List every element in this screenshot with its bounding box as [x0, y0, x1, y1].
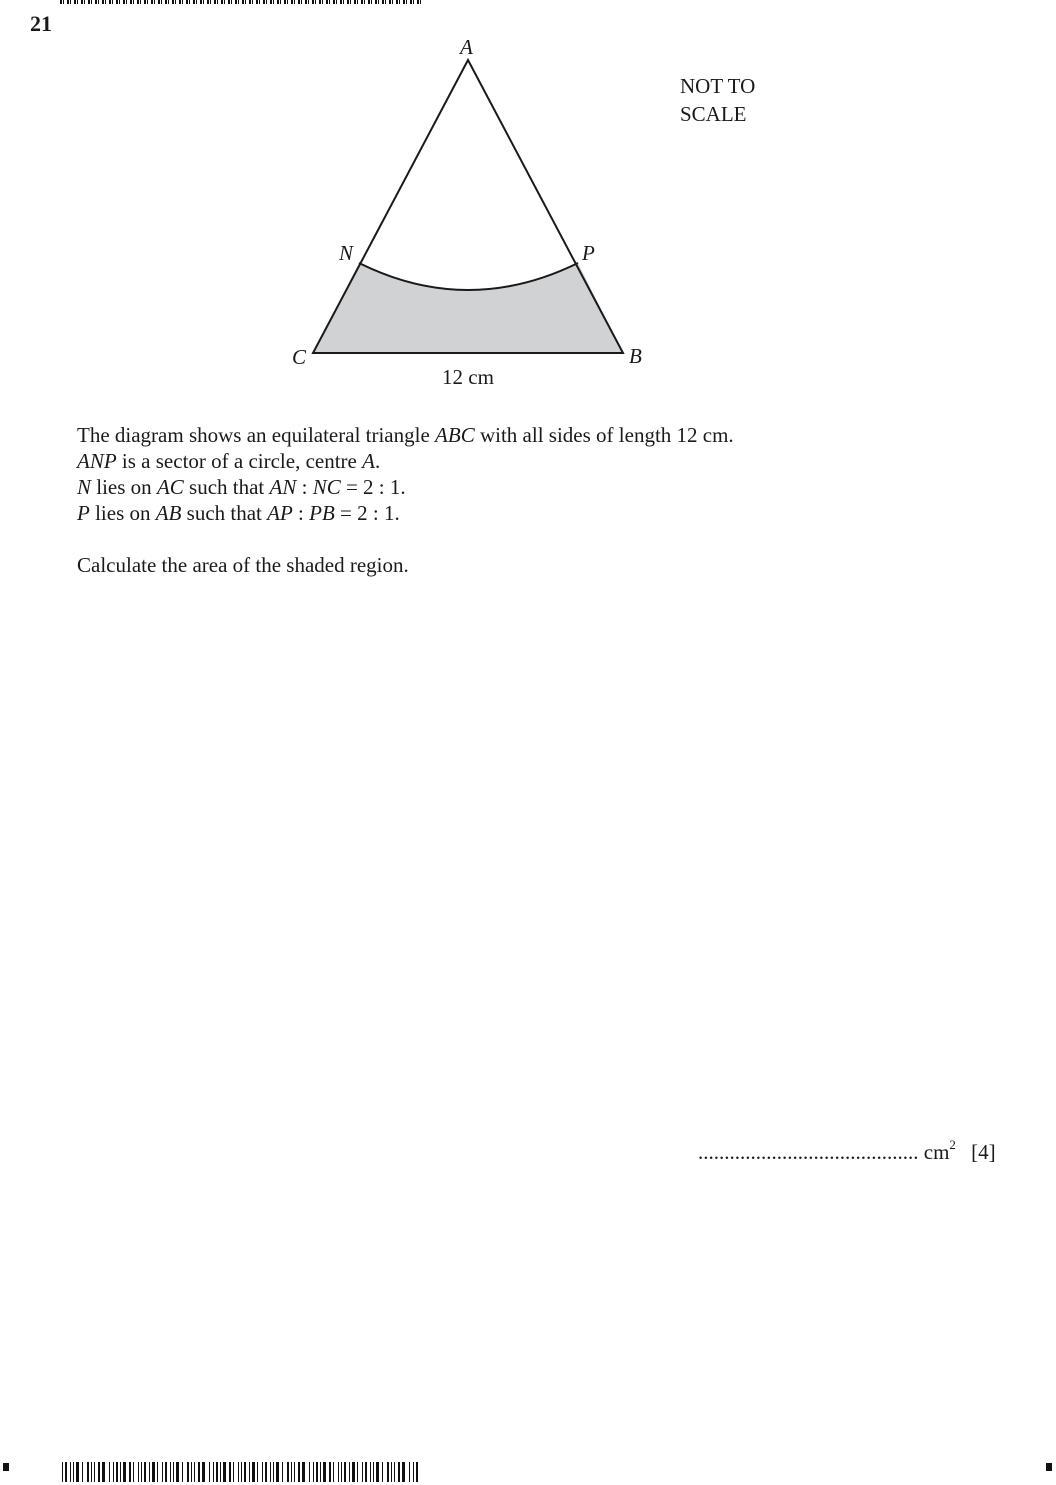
text-run-italic: AC — [156, 475, 184, 499]
triangle-diagram — [0, 0, 1056, 400]
text-run: such that — [181, 501, 268, 525]
unit-power: 2 — [949, 1137, 956, 1152]
text-run-italic: AP — [267, 501, 293, 525]
text-run-italic: N — [77, 475, 92, 499]
text-run-italic: ABC — [435, 423, 475, 447]
question-line-1 — [77, 422, 734, 448]
text-run-italic: PB — [309, 501, 335, 525]
text-run: = 2 : 1. — [340, 475, 406, 499]
vertex-label-c: C — [292, 345, 307, 369]
base-length-label: 12 cm — [442, 365, 494, 389]
question-instruction: Calculate the area of the shaded region. — [77, 553, 409, 577]
vertex-label-a: A — [460, 35, 473, 59]
not-to-scale-note — [680, 72, 755, 128]
question-number: 21 — [30, 11, 52, 36]
text-run: lies on — [91, 475, 157, 499]
shaded-region — [313, 263, 623, 353]
question-line-2 — [77, 448, 734, 474]
registration-mark-right — [1046, 1463, 1052, 1471]
registration-mark-left — [3, 1463, 9, 1471]
answer-line[interactable] — [698, 1138, 996, 1166]
text-run-italic: AN — [269, 475, 297, 499]
scale-note-line-2: SCALE — [680, 102, 747, 126]
text-run: : — [296, 475, 313, 499]
text-run: . — [374, 449, 381, 473]
bottom-barcode — [62, 1462, 422, 1482]
text-run: lies on — [89, 501, 156, 525]
answer-unit — [923, 1137, 956, 1164]
text-run: is a sector of a circle, centre — [116, 449, 363, 473]
text-run: : — [292, 501, 310, 525]
text-run-italic: AB — [155, 501, 182, 525]
text-run-italic: A — [362, 449, 375, 473]
text-run-italic: NC — [312, 475, 341, 499]
text-run: The diagram shows an equilateral triangle — [77, 423, 436, 447]
question-line-4 — [77, 500, 734, 526]
text-run-italic: ANP — [77, 449, 117, 473]
unit-text: cm — [923, 1140, 950, 1164]
text-run: with all sides of length 12 cm. — [474, 423, 734, 447]
question-line-3 — [77, 474, 734, 500]
scale-note-line-1: NOT TO — [680, 74, 756, 98]
text-run-italic: P — [77, 501, 90, 525]
spacer — [77, 526, 734, 552]
question-text — [77, 422, 734, 578]
text-run: such that — [183, 475, 270, 499]
vertex-label-p: P — [582, 241, 595, 265]
text-run: = 2 : 1. — [334, 501, 400, 525]
vertex-label-n: N — [339, 241, 354, 265]
answer-dots[interactable]: .......................................... — [698, 1140, 919, 1164]
vertex-label-b: B — [629, 344, 642, 368]
marks-allocation: [4] — [971, 1140, 996, 1164]
